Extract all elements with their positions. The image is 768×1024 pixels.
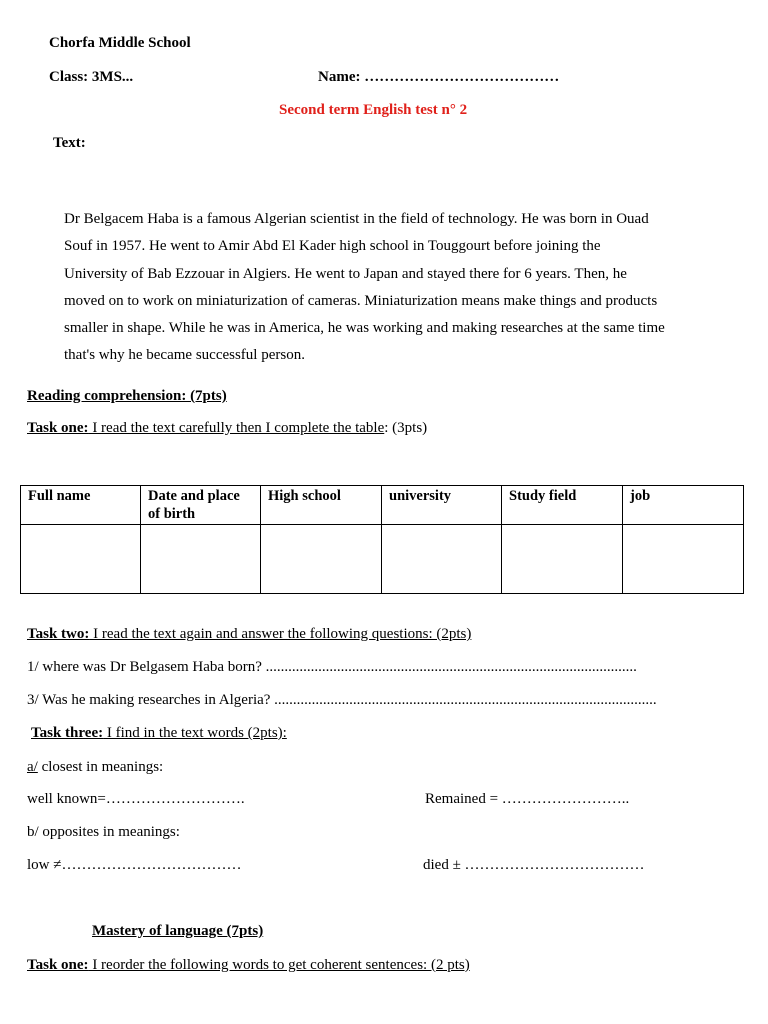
passage-line: smaller in shape. While he was in America, he was working and making researches at the same time [64,320,665,337]
answer-cell [502,525,623,594]
task-one-text: I read the text carefully then I complete the table [88,420,385,436]
passage-line: that's why he became successful person. [64,347,305,364]
opposites-meanings-line: b/ opposites in meanings: [27,824,180,840]
header-high-school: High school [261,486,382,525]
answer-cell [141,525,261,594]
died-blank: died ± ……………………………… [423,857,645,873]
question-1: 1/ where was Dr Belgasem Haba born? ................................................................................................... [27,659,637,675]
part-a-prefix: a/ [27,759,38,775]
part-a-text: closest in meanings: [37,759,164,775]
reading-passage [64,206,754,370]
school-name: Chorfa Middle School [49,35,191,51]
mastery-task-one-label: Task one: [27,957,89,973]
name-field: Name: ………………………………… [318,69,560,85]
table-header-row [21,486,744,525]
header-date-place-birth: Date and place of birth [141,486,261,525]
task-one-points: : (3pts) [384,420,428,436]
reading-heading: Reading comprehension: (7pts) [27,388,227,404]
answer-cell [623,525,744,594]
task-two-text: I read the text again and answer the following questions: (2pts) [89,626,472,642]
question-3: 3/ Was he making researches in Algeria? ...................................................................................................... [27,692,657,708]
task-three-text: I find in the text words (2pts): [103,725,287,741]
text-label: Text: [53,135,86,151]
closest-meanings-line [27,759,163,776]
well-known-blank: well known=………………………. [27,791,245,807]
remained-blank: Remained = …………………….. [425,791,630,807]
task-three-label: Task three: [31,725,104,741]
task-one-label: Task one: [27,420,89,436]
table-answer-row [21,525,744,594]
test-title: Second term English test n° 2 [279,102,468,118]
task-one-line [27,420,427,437]
mastery-task-one-text: I reorder the following words to get coherent sentences: (2 pts) [88,957,470,973]
answer-cell [21,525,141,594]
passage-line: Dr Belgacem Haba is a famous Algerian scientist in the field of technology. He was born in Ouad [64,211,649,227]
info-table [20,485,744,594]
mastery-heading: Mastery of language (7pts) [92,923,264,939]
task-three-line [31,725,287,742]
class-label: Class: 3MS... [49,69,134,85]
task-two-line [27,626,471,643]
passage-line: moved on to work on miniaturization of cameras. Miniaturization means make things and products [64,292,658,309]
mastery-task-one-line [27,957,470,974]
answer-cell [261,525,382,594]
answer-cell [382,525,502,594]
header-job: job [623,486,744,525]
task-two-label: Task two: [27,626,90,642]
passage-line: University of Bab Ezzouar in Algiers. He went to Japan and stayed there for 6 years. Then, he [64,265,627,282]
passage-line: Souf in 1957. He went to Amir Abd El Kader high school in Touggourt before joining the [64,238,601,255]
header-study-field: Study field [502,486,623,525]
low-blank: low ≠……………………………… [27,857,242,873]
header-university: university [382,486,502,525]
header-full-name: Full name [21,486,141,525]
